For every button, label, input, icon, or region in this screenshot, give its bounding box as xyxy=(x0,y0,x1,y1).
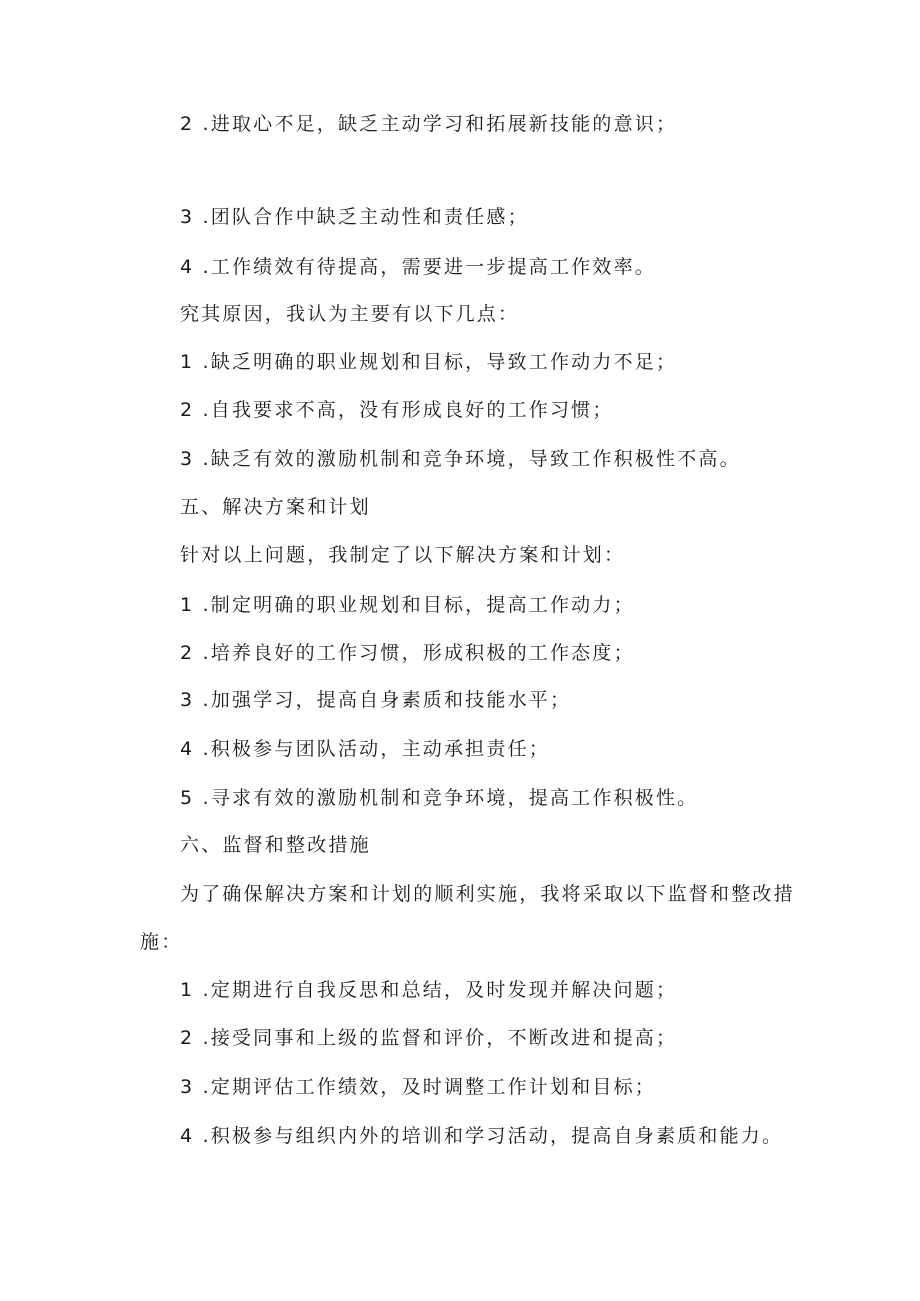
list-item-solution-2: 2 .培养良好的工作习惯，形成积极的工作态度； xyxy=(180,642,635,664)
list-item-measure-2: 2 .接受同事和上级的监督和评价，不断改进和提高； xyxy=(180,1027,678,1049)
section-heading-solutions: 五、解决方案和计划 xyxy=(180,496,371,518)
supervision-intro-continuation: 施： xyxy=(140,931,183,953)
list-item-weakness-4: 4 .工作绩效有待提高，需要进一步提高工作效率。 xyxy=(180,256,656,278)
list-item-weakness-2: 2 .进取心不足，缺乏主动学习和拓展新技能的意识； xyxy=(180,113,678,135)
list-item-measure-1: 1 .定期进行自我反思和总结，及时发现并解决问题； xyxy=(180,979,678,1001)
list-item-measure-3: 3 .定期评估工作绩效，及时调整工作计划和目标； xyxy=(180,1076,656,1098)
cause-intro-paragraph: 究其原因，我认为主要有以下几点： xyxy=(180,303,520,325)
solutions-intro-paragraph: 针对以上问题，我制定了以下解决方案和计划： xyxy=(180,544,626,566)
list-item-measure-4: 4 .积极参与组织内外的培训和学习活动，提高自身素质和能力。 xyxy=(180,1125,784,1147)
list-item-cause-3: 3 .缺乏有效的激励机制和竞争环境，导致工作积极性不高。 xyxy=(180,448,741,470)
section-heading-supervision: 六、监督和整改措施 xyxy=(180,834,371,856)
list-item-solution-4: 4 .积极参与团队活动，主动承担责任； xyxy=(180,738,550,760)
supervision-intro-paragraph: 为了确保解决方案和计划的顺利实施，我将采取以下监督和整改措 xyxy=(180,883,795,905)
list-item-solution-1: 1 .制定明确的职业规划和目标，提高工作动力； xyxy=(180,594,635,616)
list-item-cause-2: 2 .自我要求不高，没有形成良好的工作习惯； xyxy=(180,399,614,421)
list-item-cause-1: 1 .缺乏明确的职业规划和目标，导致工作动力不足； xyxy=(180,351,678,373)
list-item-weakness-3: 3 .团队合作中缺乏主动性和责任感； xyxy=(180,206,529,228)
list-item-solution-5: 5 .寻求有效的激励机制和竞争环境，提高工作积极性。 xyxy=(180,787,699,809)
list-item-solution-3: 3 .加强学习，提高自身素质和技能水平； xyxy=(180,689,572,711)
